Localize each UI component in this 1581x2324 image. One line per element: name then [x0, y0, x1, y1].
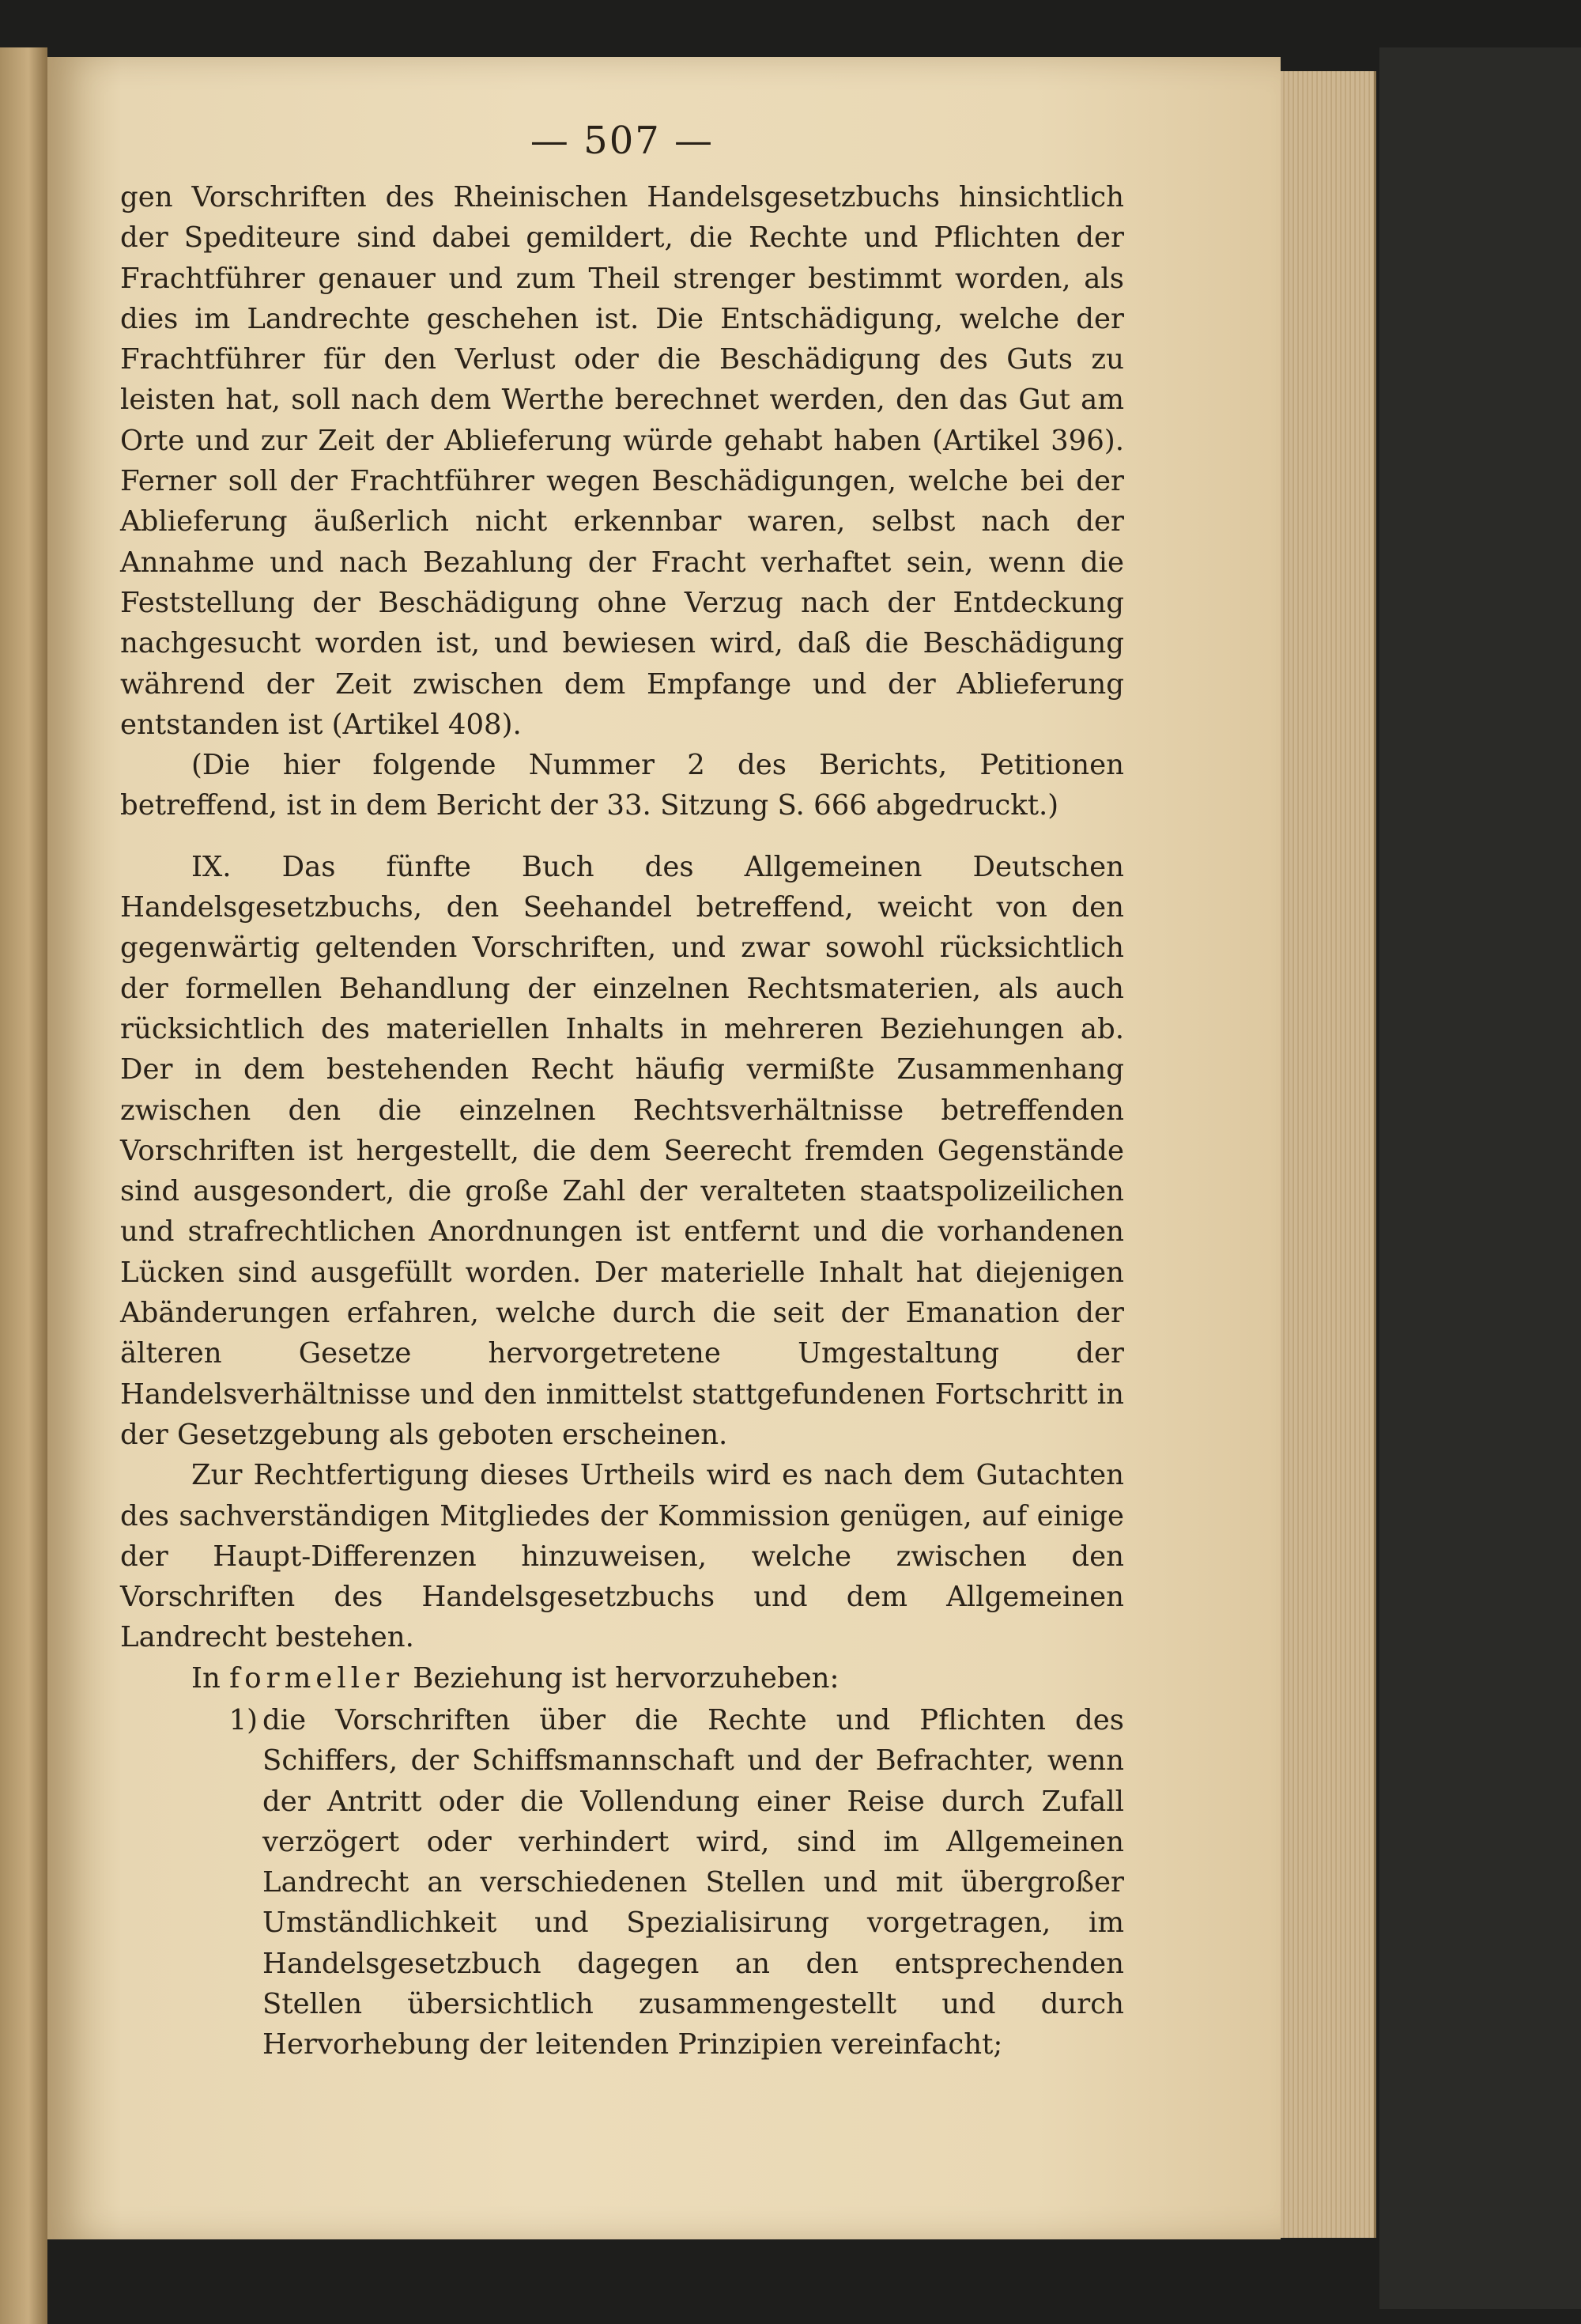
- paragraph-note: (Die hier folgende Nummer 2 des Berichts, Petitionen betreffend, ist in dem Bericht der 33. Sitzung S. 666 abgedruckt.): [120, 749, 1124, 822]
- paragraph-section-ix: IX. Das fünfte Buch des Allgemeinen Deutschen Handelsgesetzbuchs, den Seehandel betreffend, weicht von den gegenwärtig geltenden Vorschriften, und zwar sowohl rücksichtlich der formellen Behandlung der einzelnen Rechtsmaterien, als auch rücksichtlich des materiellen Inhalts in mehreren Beziehungen ab. Der in dem bestehenden Recht häufig vermißte Zusammenhang zwischen den die einzelnen Rechtsverhältnisse betreffenden Vorschriften ist hergestellt, die dem Seerecht fremden Gegenstände sind ausgesondert, die große Zahl der veralteten staatspolizeilichen und strafrechtlichen Anordnungen ist entfernt und die vorhandenen Lücken sind ausgefüllt worden. Der materielle Inhalt hat diejenigen Abänderungen erfahren, welche durch die seit der Emanation der älteren Gesetze hervorgetretene Umgestaltung der Handelsverhältnisse und den inmittelst stattgefundenen Fortschritt in der Gesetzgebung als geboten erscheinen.: [120, 850, 1124, 1451]
- section-gap: [120, 826, 1124, 847]
- paragraph-formal-intro: [120, 1658, 1124, 1699]
- facing-page-edge: [0, 47, 47, 2324]
- list-item: [120, 1700, 1124, 2065]
- page-number: — 507 —: [530, 119, 715, 163]
- list-item-text: die Vorschriften über die Rechte und Pflichten des Schiffers, der Schiffsmannschaft und der Befrachter, wenn der Antritt oder die Vollendung einer Reise durch Zufall verzögert oder verhindert wird, sind im Allgemeinen Landrecht an verschiedenen Stellen und mit übergroßer Umständlichkeit und Spezialisirung vorgetragen, im Handelsgesetzbuch dagegen an den entsprechenden Stellen übersichtlich zusammengestellt und durch Hervorhebung der leitenden Prinzipien vereinfacht;: [262, 1703, 1124, 2061]
- formal-intro-prefix: In: [191, 1661, 230, 1695]
- book-cover-board: [1379, 47, 1581, 2309]
- list-item-number: 1): [228, 1703, 258, 1736]
- paragraph-justification: Zur Rechtfertigung dieses Urtheils wird es nach dem Gutachten des sachverständigen Mitgliedes der Kommission genügen, auf einige der Haupt-Differenzen hinzuweisen, welche zwischen den Vorschriften des Handelsgesetzbuchs und dem Allgemeinen Landrecht bestehen.: [120, 1459, 1124, 1654]
- formal-intro-suffix: Beziehung ist hervorzuheben:: [404, 1661, 840, 1695]
- page-stack-edges: [1281, 71, 1376, 2238]
- page-text: [120, 119, 1124, 2065]
- formal-intro-emphasis: formeller: [229, 1661, 405, 1695]
- paragraph-carriers: gen Vorschriften des Rheinischen Handelsgesetzbuchs hinsichtlich der Spediteure sind dabei gemildert, die Rechte und Pflichten der Frachtführer genauer und zum Theil strenger bestimmt worden, als dies im Landrechte geschehen ist. Die Entschädigung, welche der Frachtführer für den Verlust oder die Beschädigung des Guts zu leisten hat, soll nach dem Werthe berechnet werden, den das Gut am Orte und zur Zeit der Ablieferung würde gehabt haben (Artikel 396). Ferner soll der Frachtführer wegen Beschädigungen, welche bei der Ablieferung äußerlich nicht erkennbar waren, selbst nach der Annahme und nach Bezahlung der Fracht verhaftet sein, wenn die Feststellung der Beschädigung ohne Verzug nach der Entdeckung nachgesucht worden ist, und bewiesen wird, daß die Beschädigung während der Zeit zwischen dem Empfange und der Ablieferung entstanden ist (Artikel 408).: [120, 181, 1124, 741]
